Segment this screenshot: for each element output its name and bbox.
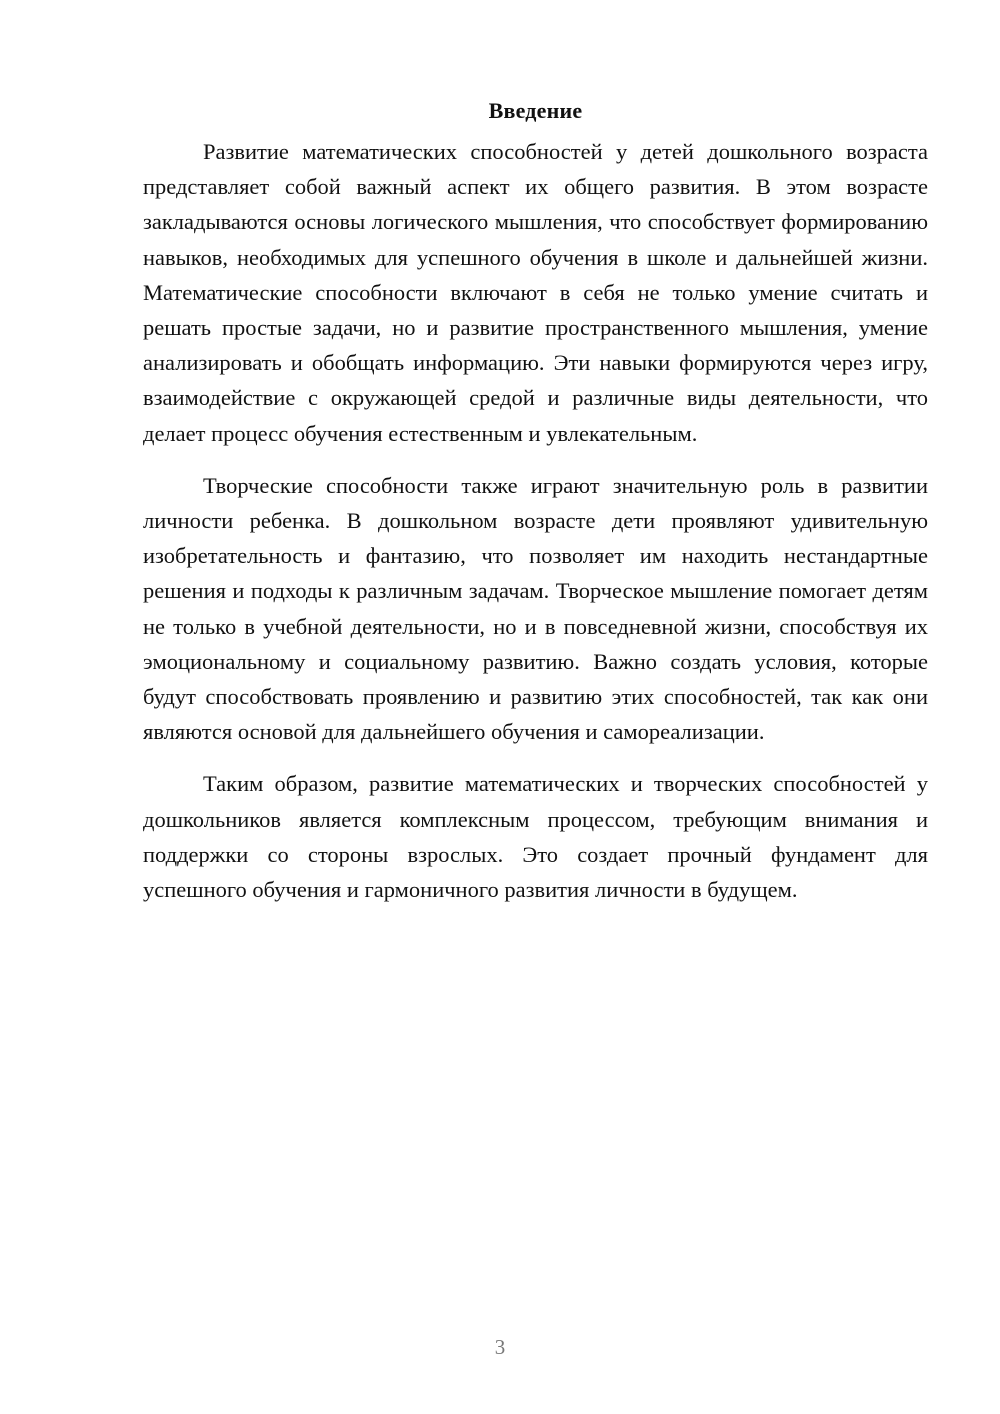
paragraph-1: Развитие математических способностей у детей дошкольного возраста представляет собой важный аспект их общего развития. В этом возрасте закладываются основы логического мышления, что способствует формированию навыков, необходимых для успешного обучения в школе и дальнейшей жизни. Математические способности включают в себя не только умение считать и решать простые задачи, но и развитие пространственного мышления, умение анализировать и обобщать информацию. Эти навыки формируются через игру, взаимодействие с окружающей средой и различные виды деятельности, что делает процесс обучения естественным и увлекательным.	[143, 139, 928, 446]
paragraph-3: Таким образом, развитие математических и творческих способностей у дошкольников является комплексным процессом, требующим внимания и поддержки со стороны взрослых. Это создает прочный фундамент для успешного обучения и гармоничного развития личности в будущем.	[143, 771, 928, 903]
section-title: Введение	[488, 98, 583, 123]
page-content	[143, 96, 928, 907]
page-number: 3	[494, 1335, 506, 1359]
paragraph-2: Творческие способности также играют значительную роль в развитии личности ребенка. В дошкольном возрасте дети проявляют удивительную изобретательность и фантазию, что позволяет им находить нестандартные решения и подходы к различным задачам. Творческое мышление помогает детям не только в учебной деятельности, но и в повседневной жизни, способствуя их эмоциональному и социальному развитию. Важно создать условия, которые будут способствовать проявлению и развитию этих способностей, так как они являются основой для дальнейшего обучения и самореализации.	[143, 472, 928, 745]
